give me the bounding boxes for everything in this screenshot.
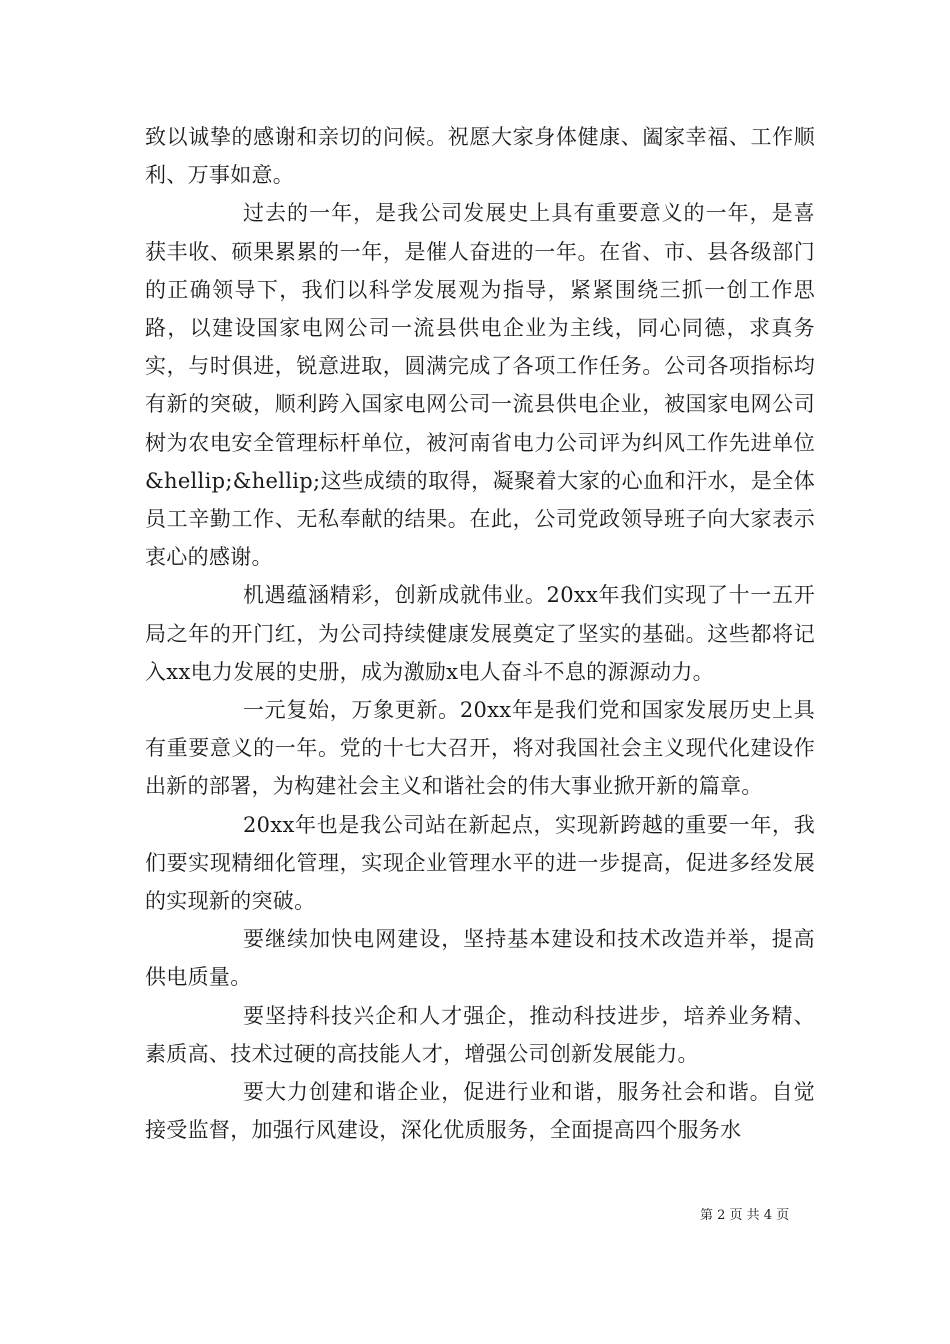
paragraph-1: 致以诚挚的感谢和亲切的问候。祝愿大家身体健康、阖家幸福、工作顺利、万事如意。 (145, 125, 815, 188)
paragraph-2: 过去的一年，是我公司发展史上具有重要意义的一年，是喜获丰收、硕果累累的一年，是催人奋进的一年。在省、市、县各级部门的正确领导下，我们以科学发展观为指导，紧紧围绕三抓一创工作思路，以建设国家电网公司一流县供电企业为主线，同心同德，求真务实，与时俱进，锐意进取，圆满完成了各项工作任务。公司各项指标均有新的突破，顺利跨入国家电网公司一流县供电企业，被国家电网公司树为农电安全管理标杆单位，被河南省电力公司评为纠风工作先进单位&hellip;&hellip;这些成绩的取得，凝聚着大家的心血和汗水，是全体员工辛勤工作、无私奉献的结果。在此，公司党政领导班子向大家表示衷心的感谢。 (145, 201, 815, 570)
paragraph-8: 要大力创建和谐企业，促进行业和谐，服务社会和谐。自觉接受监督，加强行风建设，深化优质服务，全面提高四个服务水 (145, 1080, 815, 1143)
paragraph-6: 要继续加快电网建设，坚持基本建设和技术改造并举，提高供电质量。 (145, 927, 815, 990)
page-number-footer: 第 2 页 共 4 页 (700, 1208, 790, 1223)
paragraph-5: 20xx年也是我公司站在新起点，实现新跨越的重要一年，我们要实现精细化管理，实现企业管理水平的进一步提高，促进多经发展的实现新的突破。 (145, 812, 815, 914)
paragraph-4: 一元复始，万象更新。20xx年是我们党和国家发展历史上具有重要意义的一年。党的十七大召开，将对我国社会主义现代化建设作出新的部署，为构建社会主义和谐社会的伟大事业掀开新的篇章。 (145, 698, 815, 799)
document-body (145, 118, 815, 1149)
paragraph-7: 要坚持科技兴企和人才强企，推动科技进步，培养业务精、素质高、技术过硬的高技能人才，增强公司创新发展能力。 (145, 1003, 815, 1066)
paragraph-3: 机遇蕴涵精彩，创新成就伟业。20xx年我们实现了十一五开局之年的开门红，为公司持续健康发展奠定了坚实的基础。这些都将记入xx电力发展的史册，成为激励x电人奋斗不息的源源动力。 (145, 583, 815, 684)
